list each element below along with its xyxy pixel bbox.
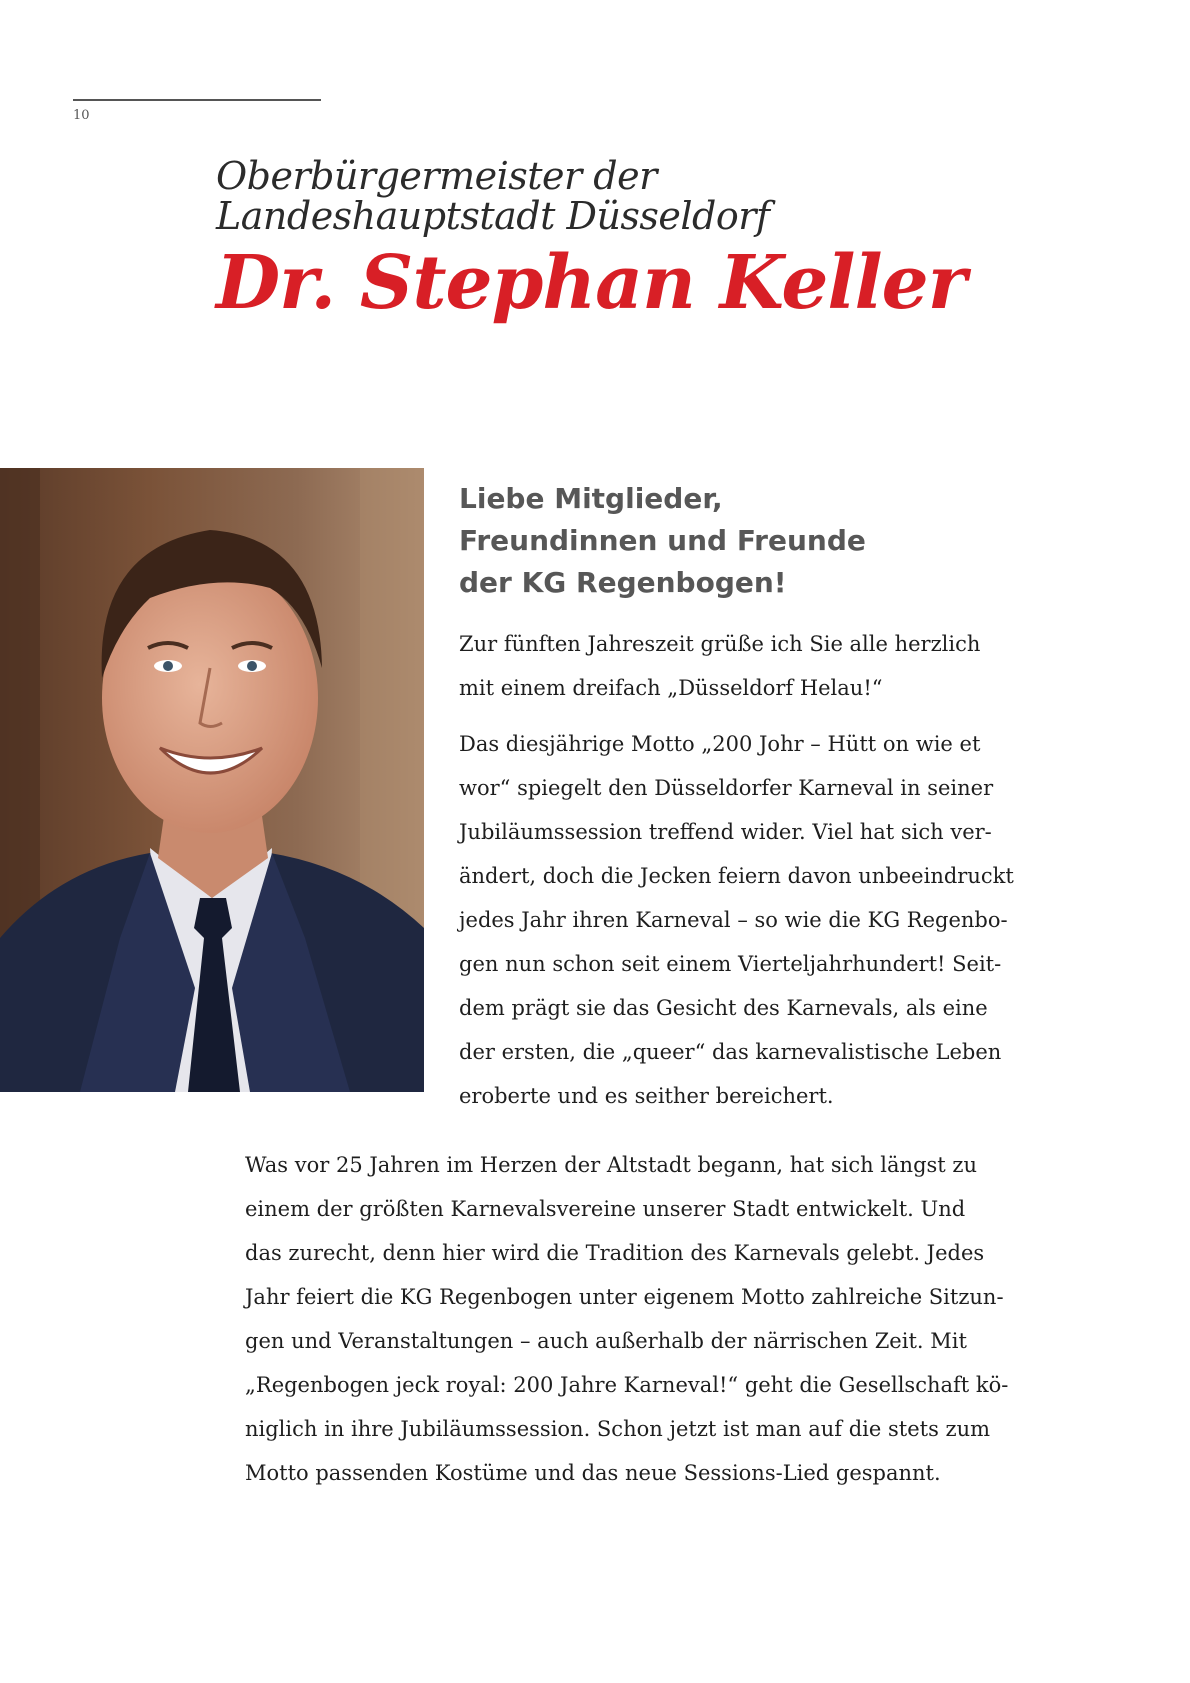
text-line: Zur fünften Jahreszeit grüße ich Sie alle herzlich [459, 632, 981, 656]
text-line: Jubiläumssession treffend wider. Viel hat sich ver- [459, 820, 992, 844]
text-line: eroberte und es seither bereichert. [459, 1084, 834, 1108]
body-column [459, 622, 1049, 1130]
text-line: gen und Veranstaltungen – auch außerhalb der närrischen Zeit. Mit [245, 1329, 967, 1353]
greeting-line-2: Freundinnen und Freunde [459, 524, 866, 557]
text-line: mit einem dreifach „Düsseldorf Helau!“ [459, 676, 883, 700]
paragraph-1 [459, 622, 1049, 710]
paragraph-2 [459, 722, 1049, 1118]
title-role [216, 156, 1116, 236]
greeting-heading [459, 478, 1059, 604]
text-line: Jahr feiert die KG Regenbogen unter eigenem Motto zahlreiche Sitzun- [245, 1285, 1004, 1309]
text-line: gen nun schon seit einem Vierteljahrhundert! Seit- [459, 952, 1002, 976]
body-wide [245, 1143, 1065, 1495]
text-line: ändert, doch die Jecken feiern davon unbeeindruckt [459, 864, 1014, 888]
text-line: dem prägt sie das Gesicht des Karnevals, als eine [459, 996, 988, 1020]
text-line: wor“ spiegelt den Düsseldorfer Karneval in seiner [459, 776, 994, 800]
paragraph-3 [245, 1143, 1065, 1495]
greeting-line-1: Liebe Mitglieder, [459, 482, 723, 515]
page-title: Dr. Stephan Keller [216, 240, 966, 326]
text-line: der ersten, die „queer“ das karnevalistische Leben [459, 1040, 1002, 1064]
portrait-photo [0, 468, 424, 1092]
text-line: jedes Jahr ihren Karneval – so wie die KG Regenbo- [459, 908, 1008, 932]
text-line: das zurecht, denn hier wird die Tradition des Karnevals gelebt. Jedes [245, 1241, 985, 1265]
text-line: niglich in ihre Jubiläumssession. Schon jetzt ist man auf die stets zum [245, 1417, 991, 1441]
greeting-line-3: der KG Regenbogen! [459, 566, 787, 599]
portrait-illustration [0, 468, 424, 1092]
title-role-line-2: Landeshauptstadt Düsseldorf [216, 194, 770, 238]
title-role-line-1: Oberbürgermeister der [216, 154, 657, 198]
text-line: „Regenbogen jeck royal: 200 Jahre Karneval!“ geht die Gesellschaft kö- [245, 1373, 1009, 1397]
text-line: einem der größten Karnevalsvereine unserer Stadt entwickelt. Und [245, 1197, 966, 1221]
text-line: Motto passenden Kostüme und das neue Sessions-Lied gespannt. [245, 1461, 941, 1485]
text-line: Was vor 25 Jahren im Herzen der Altstadt begann, hat sich längst zu [245, 1153, 977, 1177]
page-number: 10 [73, 108, 90, 123]
header-rule [73, 99, 321, 101]
text-line: Das diesjährige Motto „200 Johr – Hütt on wie et [459, 732, 981, 756]
